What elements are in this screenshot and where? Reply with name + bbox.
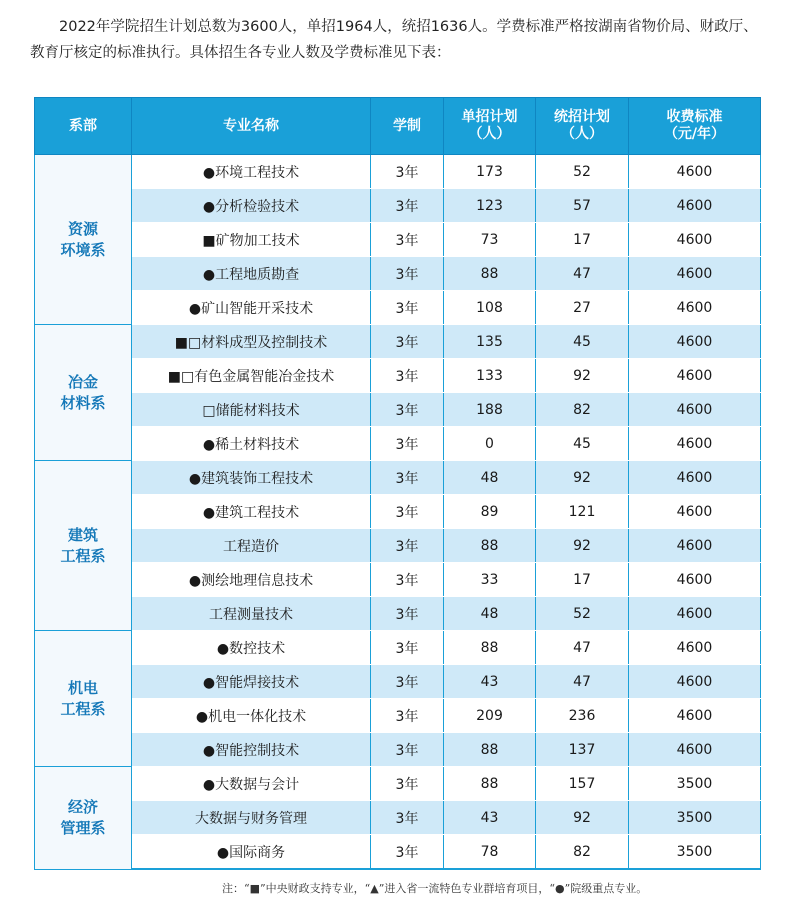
fee-cell: 4600: [629, 699, 761, 733]
major-cell: 工程造价: [132, 529, 371, 563]
table-row: [35, 699, 761, 733]
fee-cell: 4600: [629, 563, 761, 597]
major-cell: ●智能焊接技术: [132, 665, 371, 699]
single-cell: 48: [444, 461, 536, 495]
years-cell: 3年: [371, 427, 444, 461]
table-header-row: [35, 98, 761, 155]
fee-cell: 3500: [629, 767, 761, 801]
major-cell: ■矿物加工技术: [132, 223, 371, 257]
unified-cell: 82: [536, 393, 629, 427]
unified-cell: 17: [536, 563, 629, 597]
single-cell: 133: [444, 359, 536, 393]
header-single: 单招计划 （人）: [444, 98, 536, 155]
table-row: [35, 155, 761, 189]
major-cell: ●矿山智能开采技术: [132, 291, 371, 325]
years-cell: 3年: [371, 767, 444, 801]
fee-cell: 4600: [629, 529, 761, 563]
major-cell: ●国际商务: [132, 835, 371, 870]
footnote: 注：“■”中央财政支持专业，“▲”进入省一流特色专业群培育项目，“●”院级重点专业。: [222, 882, 648, 895]
enrollment-table-container: [34, 97, 760, 870]
years-cell: 3年: [371, 223, 444, 257]
major-cell: ●稀土材料技术: [132, 427, 371, 461]
single-cell: 33: [444, 563, 536, 597]
major-cell: ●测绘地理信息技术: [132, 563, 371, 597]
fee-cell: 4600: [629, 733, 761, 767]
single-cell: 78: [444, 835, 536, 870]
fee-cell: 4600: [629, 223, 761, 257]
table-row: [35, 529, 761, 563]
years-cell: 3年: [371, 155, 444, 189]
single-cell: 73: [444, 223, 536, 257]
years-cell: 3年: [371, 563, 444, 597]
unified-cell: 52: [536, 597, 629, 631]
fee-cell: 4600: [629, 631, 761, 665]
years-cell: 3年: [371, 257, 444, 291]
unified-cell: 47: [536, 631, 629, 665]
fee-cell: 4600: [629, 495, 761, 529]
table-row: [35, 835, 761, 870]
table-row: [35, 767, 761, 801]
table-row: [35, 495, 761, 529]
single-cell: 88: [444, 733, 536, 767]
single-cell: 88: [444, 767, 536, 801]
unified-cell: 92: [536, 529, 629, 563]
intro-paragraph: 2022年学院招生计划总数为3600人，单招1964人，统招1636人。学费标准严格按湖南省物价局、财政厅、教育厅核定的标准执行。具体招生各专业人数及学费标准见下表：: [30, 19, 758, 61]
years-cell: 3年: [371, 835, 444, 870]
major-cell: ●建筑装饰工程技术: [132, 461, 371, 495]
years-cell: 3年: [371, 393, 444, 427]
single-cell: 188: [444, 393, 536, 427]
fee-cell: 4600: [629, 461, 761, 495]
enrollment-table: [34, 97, 761, 870]
major-cell: ■□材料成型及控制技术: [132, 325, 371, 359]
fee-cell: 4600: [629, 393, 761, 427]
single-cell: 108: [444, 291, 536, 325]
major-cell: ●智能控制技术: [132, 733, 371, 767]
header-unified: 统招计划 （人）: [536, 98, 629, 155]
header-dept: 系部: [35, 98, 132, 155]
fee-cell: 4600: [629, 291, 761, 325]
major-cell: ●环境工程技术: [132, 155, 371, 189]
unified-cell: 45: [536, 427, 629, 461]
unified-cell: 17: [536, 223, 629, 257]
major-cell: ●机电一体化技术: [132, 699, 371, 733]
dept-cell: 资源 环境系: [35, 155, 132, 325]
fee-cell: 3500: [629, 801, 761, 835]
single-cell: 209: [444, 699, 536, 733]
table-row: [35, 563, 761, 597]
unified-cell: 92: [536, 461, 629, 495]
header-major: 专业名称: [132, 98, 371, 155]
years-cell: 3年: [371, 733, 444, 767]
single-cell: 123: [444, 189, 536, 223]
table-row: [35, 189, 761, 223]
fee-cell: 4600: [629, 597, 761, 631]
unified-cell: 57: [536, 189, 629, 223]
fee-cell: 4600: [629, 665, 761, 699]
single-cell: 88: [444, 529, 536, 563]
major-cell: ●大数据与会计: [132, 767, 371, 801]
fee-cell: 3500: [629, 835, 761, 870]
major-cell: ●分析检验技术: [132, 189, 371, 223]
fee-cell: 4600: [629, 189, 761, 223]
unified-cell: 52: [536, 155, 629, 189]
single-cell: 43: [444, 801, 536, 835]
table-row: [35, 801, 761, 835]
years-cell: 3年: [371, 665, 444, 699]
years-cell: 3年: [371, 359, 444, 393]
unified-cell: 45: [536, 325, 629, 359]
unified-cell: 47: [536, 257, 629, 291]
table-row: [35, 325, 761, 359]
dept-cell: 机电 工程系: [35, 631, 132, 767]
table-row: [35, 733, 761, 767]
fee-cell: 4600: [629, 359, 761, 393]
years-cell: 3年: [371, 291, 444, 325]
unified-cell: 157: [536, 767, 629, 801]
dept-cell: 冶金 材料系: [35, 325, 132, 461]
table-body: [35, 155, 761, 870]
single-cell: 89: [444, 495, 536, 529]
years-cell: 3年: [371, 325, 444, 359]
table-row: [35, 223, 761, 257]
major-cell: 大数据与财务管理: [132, 801, 371, 835]
years-cell: 3年: [371, 801, 444, 835]
table-row: [35, 291, 761, 325]
years-cell: 3年: [371, 597, 444, 631]
single-cell: 173: [444, 155, 536, 189]
unified-cell: 47: [536, 665, 629, 699]
years-cell: 3年: [371, 189, 444, 223]
years-cell: 3年: [371, 495, 444, 529]
unified-cell: 236: [536, 699, 629, 733]
table-row: [35, 359, 761, 393]
major-cell: 工程测量技术: [132, 597, 371, 631]
table-row: [35, 427, 761, 461]
years-cell: 3年: [371, 699, 444, 733]
years-cell: 3年: [371, 461, 444, 495]
years-cell: 3年: [371, 631, 444, 665]
years-cell: 3年: [371, 529, 444, 563]
unified-cell: 121: [536, 495, 629, 529]
single-cell: 88: [444, 257, 536, 291]
table-row: [35, 597, 761, 631]
single-cell: 135: [444, 325, 536, 359]
major-cell: ■□有色金属智能冶金技术: [132, 359, 371, 393]
table-row: [35, 461, 761, 495]
header-fee: 收费标准 （元/年）: [629, 98, 761, 155]
table-row: [35, 393, 761, 427]
major-cell: ●工程地质勘查: [132, 257, 371, 291]
unified-cell: 27: [536, 291, 629, 325]
dept-cell: 建筑 工程系: [35, 461, 132, 631]
unified-cell: 92: [536, 801, 629, 835]
table-row: [35, 257, 761, 291]
single-cell: 88: [444, 631, 536, 665]
major-cell: ●数控技术: [132, 631, 371, 665]
dept-cell: 经济 管理系: [35, 767, 132, 870]
fee-cell: 4600: [629, 257, 761, 291]
single-cell: 0: [444, 427, 536, 461]
major-cell: □储能材料技术: [132, 393, 371, 427]
single-cell: 43: [444, 665, 536, 699]
header-years: 学制: [371, 98, 444, 155]
single-cell: 48: [444, 597, 536, 631]
table-row: [35, 665, 761, 699]
fee-cell: 4600: [629, 427, 761, 461]
unified-cell: 92: [536, 359, 629, 393]
fee-cell: 4600: [629, 325, 761, 359]
table-row: [35, 631, 761, 665]
major-cell: ●建筑工程技术: [132, 495, 371, 529]
unified-cell: 82: [536, 835, 629, 870]
fee-cell: 4600: [629, 155, 761, 189]
unified-cell: 137: [536, 733, 629, 767]
